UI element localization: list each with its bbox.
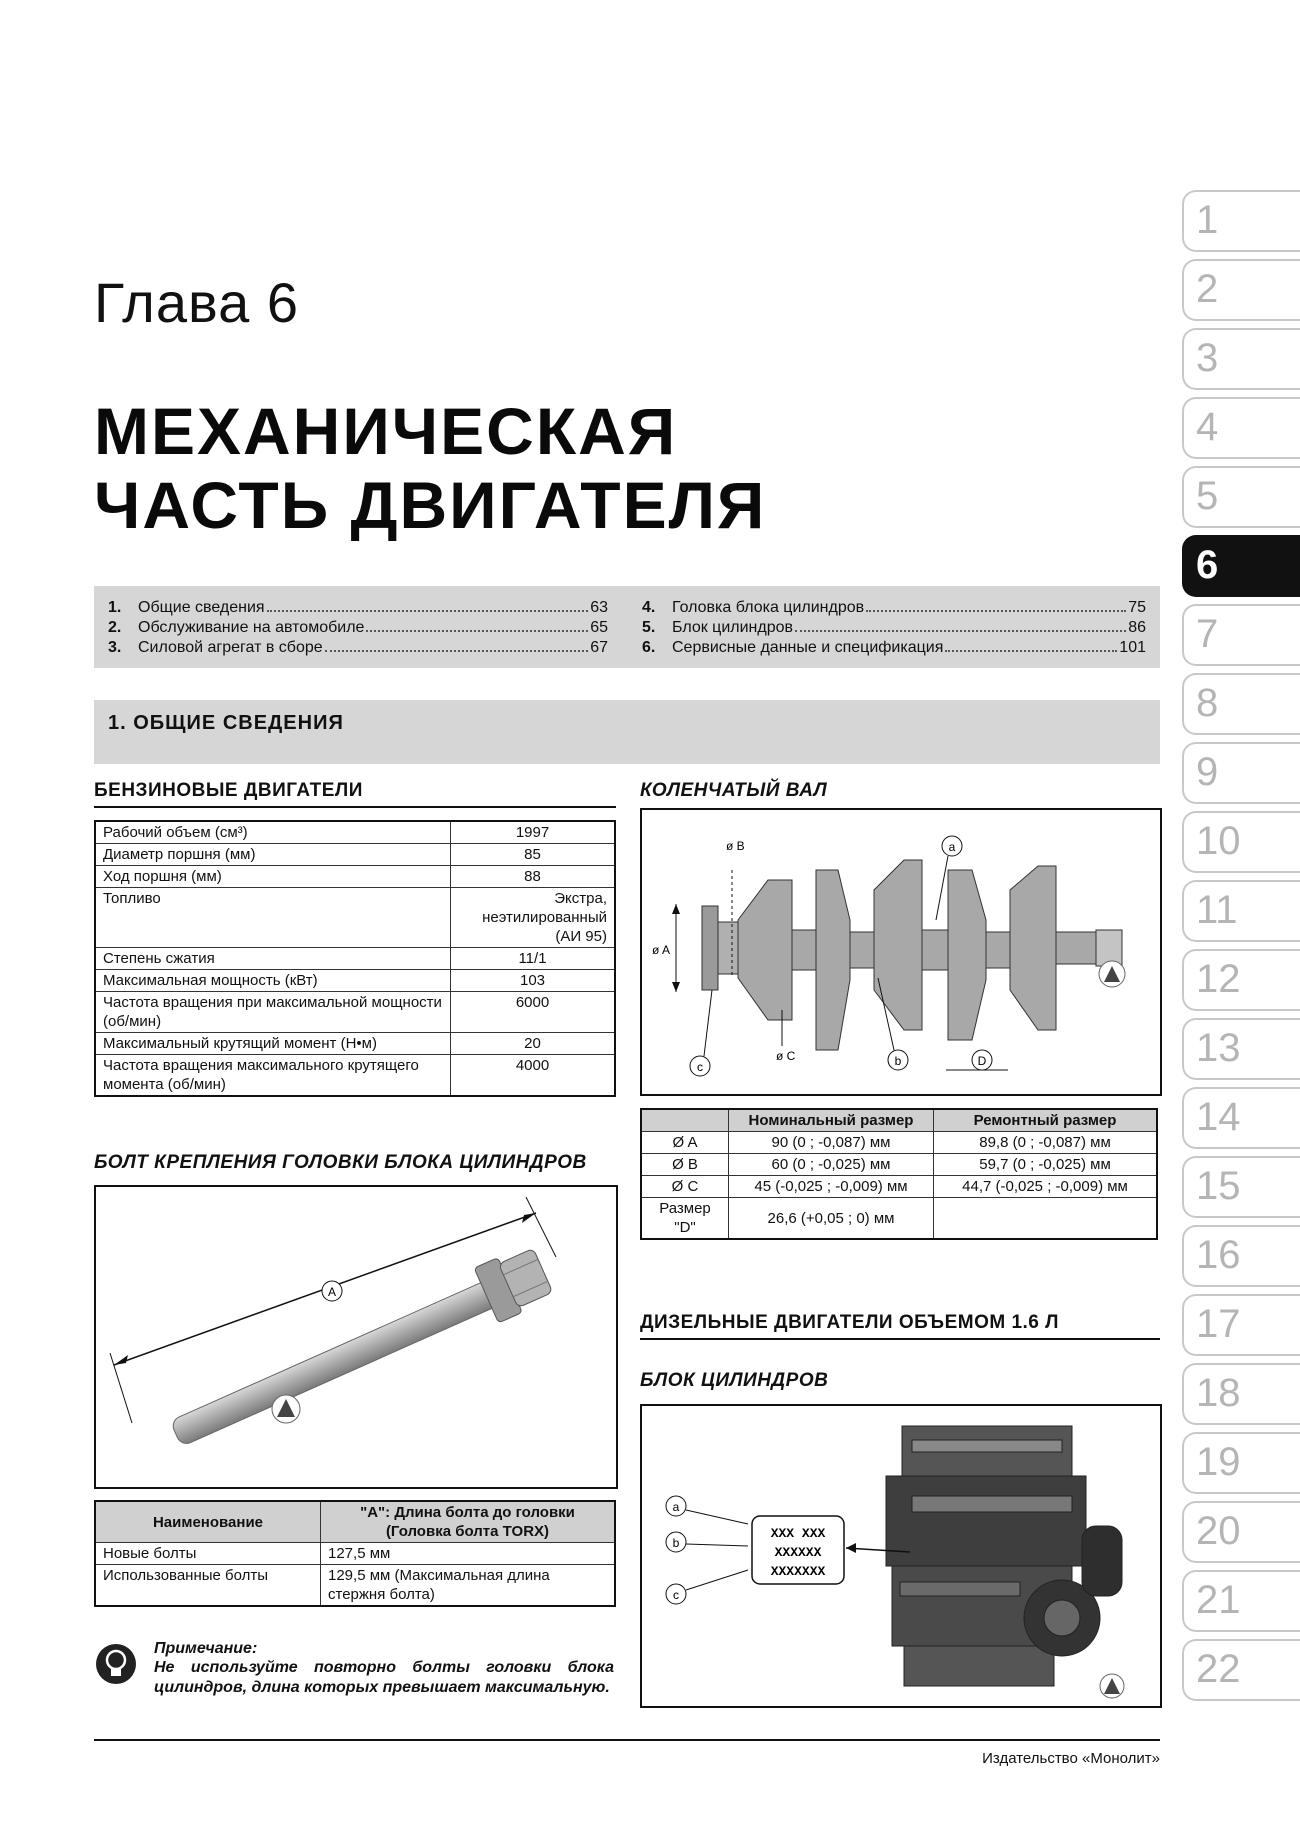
column-header: Ремонтный размер xyxy=(934,1109,1158,1132)
toc-num: 1. xyxy=(108,599,122,616)
engine-block-illustration xyxy=(642,1406,1160,1706)
callout-c: c xyxy=(697,1060,703,1074)
callout-b: b xyxy=(672,1536,680,1550)
dimension-label-ob: ø B xyxy=(726,839,745,853)
crankshaft-figure xyxy=(640,808,1162,1096)
toc-leader xyxy=(267,610,589,612)
table-row xyxy=(95,1543,615,1565)
petrol-specs-table xyxy=(94,820,616,1097)
toc-label: Головка блока цилиндров xyxy=(672,599,865,616)
table-header-row xyxy=(95,1501,615,1543)
cell xyxy=(934,1198,1158,1240)
chapter-tab-label: 11 xyxy=(1196,888,1238,932)
toc-item[interactable] xyxy=(642,598,1146,618)
table-row xyxy=(95,844,615,866)
chapter-tab-label: 3 xyxy=(1196,336,1219,380)
chapter-tab-label: 16 xyxy=(1196,1233,1241,1277)
toc-page: 63 xyxy=(590,599,608,616)
cell: 129,5 мм (Максимальная длина стержня болта) xyxy=(321,1565,616,1607)
toc-num: 6. xyxy=(642,639,656,656)
chapter-tab-label: 21 xyxy=(1196,1578,1241,1622)
dimension-label-oa: ø A xyxy=(652,943,671,957)
spec-value: 6000 xyxy=(451,992,616,1033)
bolt-illustration xyxy=(96,1187,616,1487)
spec-value: Экстра, неэтилированный (АИ 95) xyxy=(451,888,616,948)
cell: Использованные болты xyxy=(95,1565,321,1607)
spec-value: 11/1 xyxy=(451,948,616,970)
publisher-footer: Издательство «Монолит» xyxy=(982,1750,1160,1767)
chapter-tab-label: 8 xyxy=(1196,681,1219,725)
chapter-tab[interactable] xyxy=(1182,1225,1300,1287)
toc-num: 2. xyxy=(108,619,122,636)
toc-item[interactable] xyxy=(108,598,608,618)
callout-a: a xyxy=(672,1500,680,1514)
chapter-tab-label: 19 xyxy=(1196,1440,1241,1484)
cell: 90 (0 ; -0,087) мм xyxy=(729,1132,934,1154)
chapter-tab[interactable] xyxy=(1182,1294,1300,1356)
table-row xyxy=(95,1033,615,1055)
toc-leader xyxy=(795,630,1126,632)
toc-leader xyxy=(366,630,588,632)
chapter-tab-label: 22 xyxy=(1196,1647,1241,1691)
cell: Ø A xyxy=(641,1132,729,1154)
engine-code-line3: XXXXXXX xyxy=(770,1564,826,1579)
crankshaft-dimensions-table xyxy=(640,1108,1158,1240)
note-block xyxy=(94,1640,616,1712)
toc-leader xyxy=(866,610,1126,612)
chapter-title-line1: МЕХАНИЧЕСКАЯ xyxy=(94,394,678,468)
chapter-tab-label: 14 xyxy=(1196,1095,1241,1139)
toc-label: Обслуживание на автомобиле xyxy=(138,619,365,636)
lightbulb-icon xyxy=(94,1642,138,1686)
chapter-tab[interactable] xyxy=(1182,811,1300,873)
chapter-tab[interactable] xyxy=(1182,328,1300,390)
diesel-engines-heading: ДИЗЕЛЬНЫЕ ДВИГАТЕЛИ ОБЪЕМОМ 1.6 Л xyxy=(640,1312,1160,1340)
spec-label: Рабочий объем (см³) xyxy=(95,821,451,844)
chapter-tab-label: 2 xyxy=(1196,267,1219,311)
chapter-tab-label: 5 xyxy=(1196,474,1219,518)
toc-label: Сервисные данные и спецификация xyxy=(672,639,944,656)
chapter-tab[interactable] xyxy=(1182,259,1300,321)
chapter-tab[interactable] xyxy=(1182,1639,1300,1701)
column-header: Номинальный размер xyxy=(729,1109,934,1132)
table-row xyxy=(95,948,615,970)
spec-value: 20 xyxy=(451,1033,616,1055)
spec-label: Диаметр поршня (мм) xyxy=(95,844,451,866)
chapter-tab-label: 4 xyxy=(1196,405,1219,449)
dimension-label-oc: ø C xyxy=(776,1049,796,1063)
table-of-contents xyxy=(94,586,1160,668)
bolt-length-table xyxy=(94,1500,616,1607)
chapter-tab-label: 9 xyxy=(1196,750,1219,794)
spec-label: Максимальный крутящий момент (Н•м) xyxy=(95,1033,451,1055)
section-heading-band xyxy=(94,700,1160,764)
callout-a: a xyxy=(948,840,956,854)
chapter-tab[interactable] xyxy=(1182,1363,1300,1425)
column-header: Наименование xyxy=(95,1501,321,1543)
table-row xyxy=(95,1565,615,1607)
chapter-tab[interactable] xyxy=(1182,466,1300,528)
crankshaft-heading: КОЛЕНЧАТЫЙ ВАЛ xyxy=(640,780,828,801)
spec-label: Частота вращения максимального крутящего момента (об/мин) xyxy=(95,1055,451,1097)
table-row xyxy=(95,970,615,992)
toc-item[interactable] xyxy=(642,618,1146,638)
chapter-number: Глава 6 xyxy=(94,271,299,334)
chapter-tab[interactable] xyxy=(1182,949,1300,1011)
chapter-tab-label: 18 xyxy=(1196,1371,1241,1415)
toc-label: Блок цилиндров xyxy=(672,619,794,636)
table-row xyxy=(95,992,615,1033)
cell: 59,7 (0 ; -0,025) мм xyxy=(934,1154,1158,1176)
cell: 89,8 (0 ; -0,087) мм xyxy=(934,1132,1158,1154)
cell: Размер "D" xyxy=(641,1198,729,1240)
chapter-tab[interactable] xyxy=(1182,1018,1300,1080)
cell: Ø C xyxy=(641,1176,729,1198)
chapter-tab-label: 13 xyxy=(1196,1026,1241,1070)
callout-d: D xyxy=(977,1054,987,1068)
chapter-tab[interactable] xyxy=(1182,1156,1300,1218)
table-row xyxy=(641,1176,1157,1198)
toc-num: 4. xyxy=(642,599,656,616)
cell: 127,5 мм xyxy=(321,1543,616,1565)
spec-label: Топливо xyxy=(95,888,451,948)
column-header xyxy=(641,1109,729,1132)
chapter-tab-label: 1 xyxy=(1196,198,1219,242)
cell: 26,6 (+0,05 ; 0) мм xyxy=(729,1198,934,1240)
spec-value: 88 xyxy=(451,866,616,888)
chapter-tab[interactable] xyxy=(1182,1501,1300,1563)
table-row xyxy=(95,866,615,888)
chapter-tab[interactable] xyxy=(1182,604,1300,666)
spec-value: 4000 xyxy=(451,1055,616,1097)
chapter-tab[interactable] xyxy=(1182,673,1300,735)
crankshaft-illustration xyxy=(642,810,1160,1094)
chapter-title xyxy=(94,394,766,542)
chapter-tab-label: 17 xyxy=(1196,1302,1241,1346)
spec-label: Степень сжатия xyxy=(95,948,451,970)
cell: 45 (-0,025 ; -0,009) мм xyxy=(729,1176,934,1198)
spec-value: 85 xyxy=(451,844,616,866)
chapter-tab[interactable] xyxy=(1182,1432,1300,1494)
bolt-figure xyxy=(94,1185,618,1489)
chapter-tab-active[interactable] xyxy=(1182,535,1300,597)
toc-item[interactable] xyxy=(642,638,1146,658)
toc-page: 75 xyxy=(1128,599,1146,616)
toc-column-right xyxy=(642,598,1146,658)
toc-item[interactable] xyxy=(108,618,608,638)
toc-page: 101 xyxy=(1119,639,1146,656)
table-row xyxy=(95,888,615,948)
toc-num: 3. xyxy=(108,639,122,656)
table-row xyxy=(641,1132,1157,1154)
column-header: "A": Длина болта до головки (Головка болта TORX) xyxy=(321,1501,616,1543)
petrol-engines-heading: БЕНЗИНОВЫЕ ДВИГАТЕЛИ xyxy=(94,780,616,808)
chapter-tab-label: 10 xyxy=(1196,819,1241,863)
toc-num: 5. xyxy=(642,619,656,636)
chapter-tab[interactable] xyxy=(1182,880,1300,942)
table-header-row xyxy=(641,1109,1157,1132)
toc-label: Силовой агрегат в сборе xyxy=(138,639,323,656)
spec-label: Ход поршня (мм) xyxy=(95,866,451,888)
callout-c: c xyxy=(673,1588,679,1602)
chapter-title-line2: ЧАСТЬ ДВИГАТЕЛЯ xyxy=(94,468,767,542)
toc-column-left xyxy=(108,598,608,658)
cell: Новые болты xyxy=(95,1543,321,1565)
spec-label: Частота вращения при максимальной мощности (об/мин) xyxy=(95,992,451,1033)
callout-b: b xyxy=(894,1054,902,1068)
chapter-tab-label: 12 xyxy=(1196,957,1241,1001)
cell: 44,7 (-0,025 ; -0,009) мм xyxy=(934,1176,1158,1198)
engine-code-line2: XXXXXX xyxy=(774,1545,822,1560)
chapter-tab[interactable] xyxy=(1182,1087,1300,1149)
spec-value: 1997 xyxy=(451,821,616,844)
table-row xyxy=(95,821,615,844)
spec-label: Максимальная мощность (кВт) xyxy=(95,970,451,992)
note-title: Примечание: xyxy=(154,1640,258,1657)
cell: Ø B xyxy=(641,1154,729,1176)
toc-page: 65 xyxy=(590,619,608,636)
chapter-tab-label: 15 xyxy=(1196,1164,1241,1208)
table-row xyxy=(95,1055,615,1097)
toc-leader xyxy=(325,650,589,652)
footer-rule xyxy=(94,1739,1160,1741)
table-row xyxy=(641,1154,1157,1176)
toc-page: 86 xyxy=(1128,619,1146,636)
bolt-label-a: A xyxy=(327,1285,337,1299)
toc-page: 67 xyxy=(590,639,608,656)
cylinder-block-heading: БЛОК ЦИЛИНДРОВ xyxy=(640,1370,829,1391)
bolt-heading: БОЛТ КРЕПЛЕНИЯ ГОЛОВКИ БЛОКА ЦИЛИНДРОВ xyxy=(94,1152,587,1173)
note-text: Не используйте повторно болты головки блока цилиндров, длина которых превышает максимальную. xyxy=(154,1659,614,1696)
spec-value: 103 xyxy=(451,970,616,992)
chapter-tab[interactable] xyxy=(1182,190,1300,252)
toc-label: Общие сведения xyxy=(138,599,265,616)
engine-block-figure xyxy=(640,1404,1162,1708)
chapter-tab[interactable] xyxy=(1182,1570,1300,1632)
section-heading: 1. ОБЩИЕ СВЕДЕНИЯ xyxy=(108,712,344,734)
chapter-tab-label: 6 xyxy=(1196,543,1219,587)
chapter-tab-label: 20 xyxy=(1196,1509,1241,1553)
chapter-tab[interactable] xyxy=(1182,397,1300,459)
toc-leader xyxy=(945,650,1117,652)
chapter-tab[interactable] xyxy=(1182,742,1300,804)
cell: 60 (0 ; -0,025) мм xyxy=(729,1154,934,1176)
toc-item[interactable] xyxy=(108,638,608,658)
table-row xyxy=(641,1198,1157,1240)
engine-code-line1: XXX XXX xyxy=(770,1526,826,1541)
chapter-tab-label: 7 xyxy=(1196,612,1219,656)
